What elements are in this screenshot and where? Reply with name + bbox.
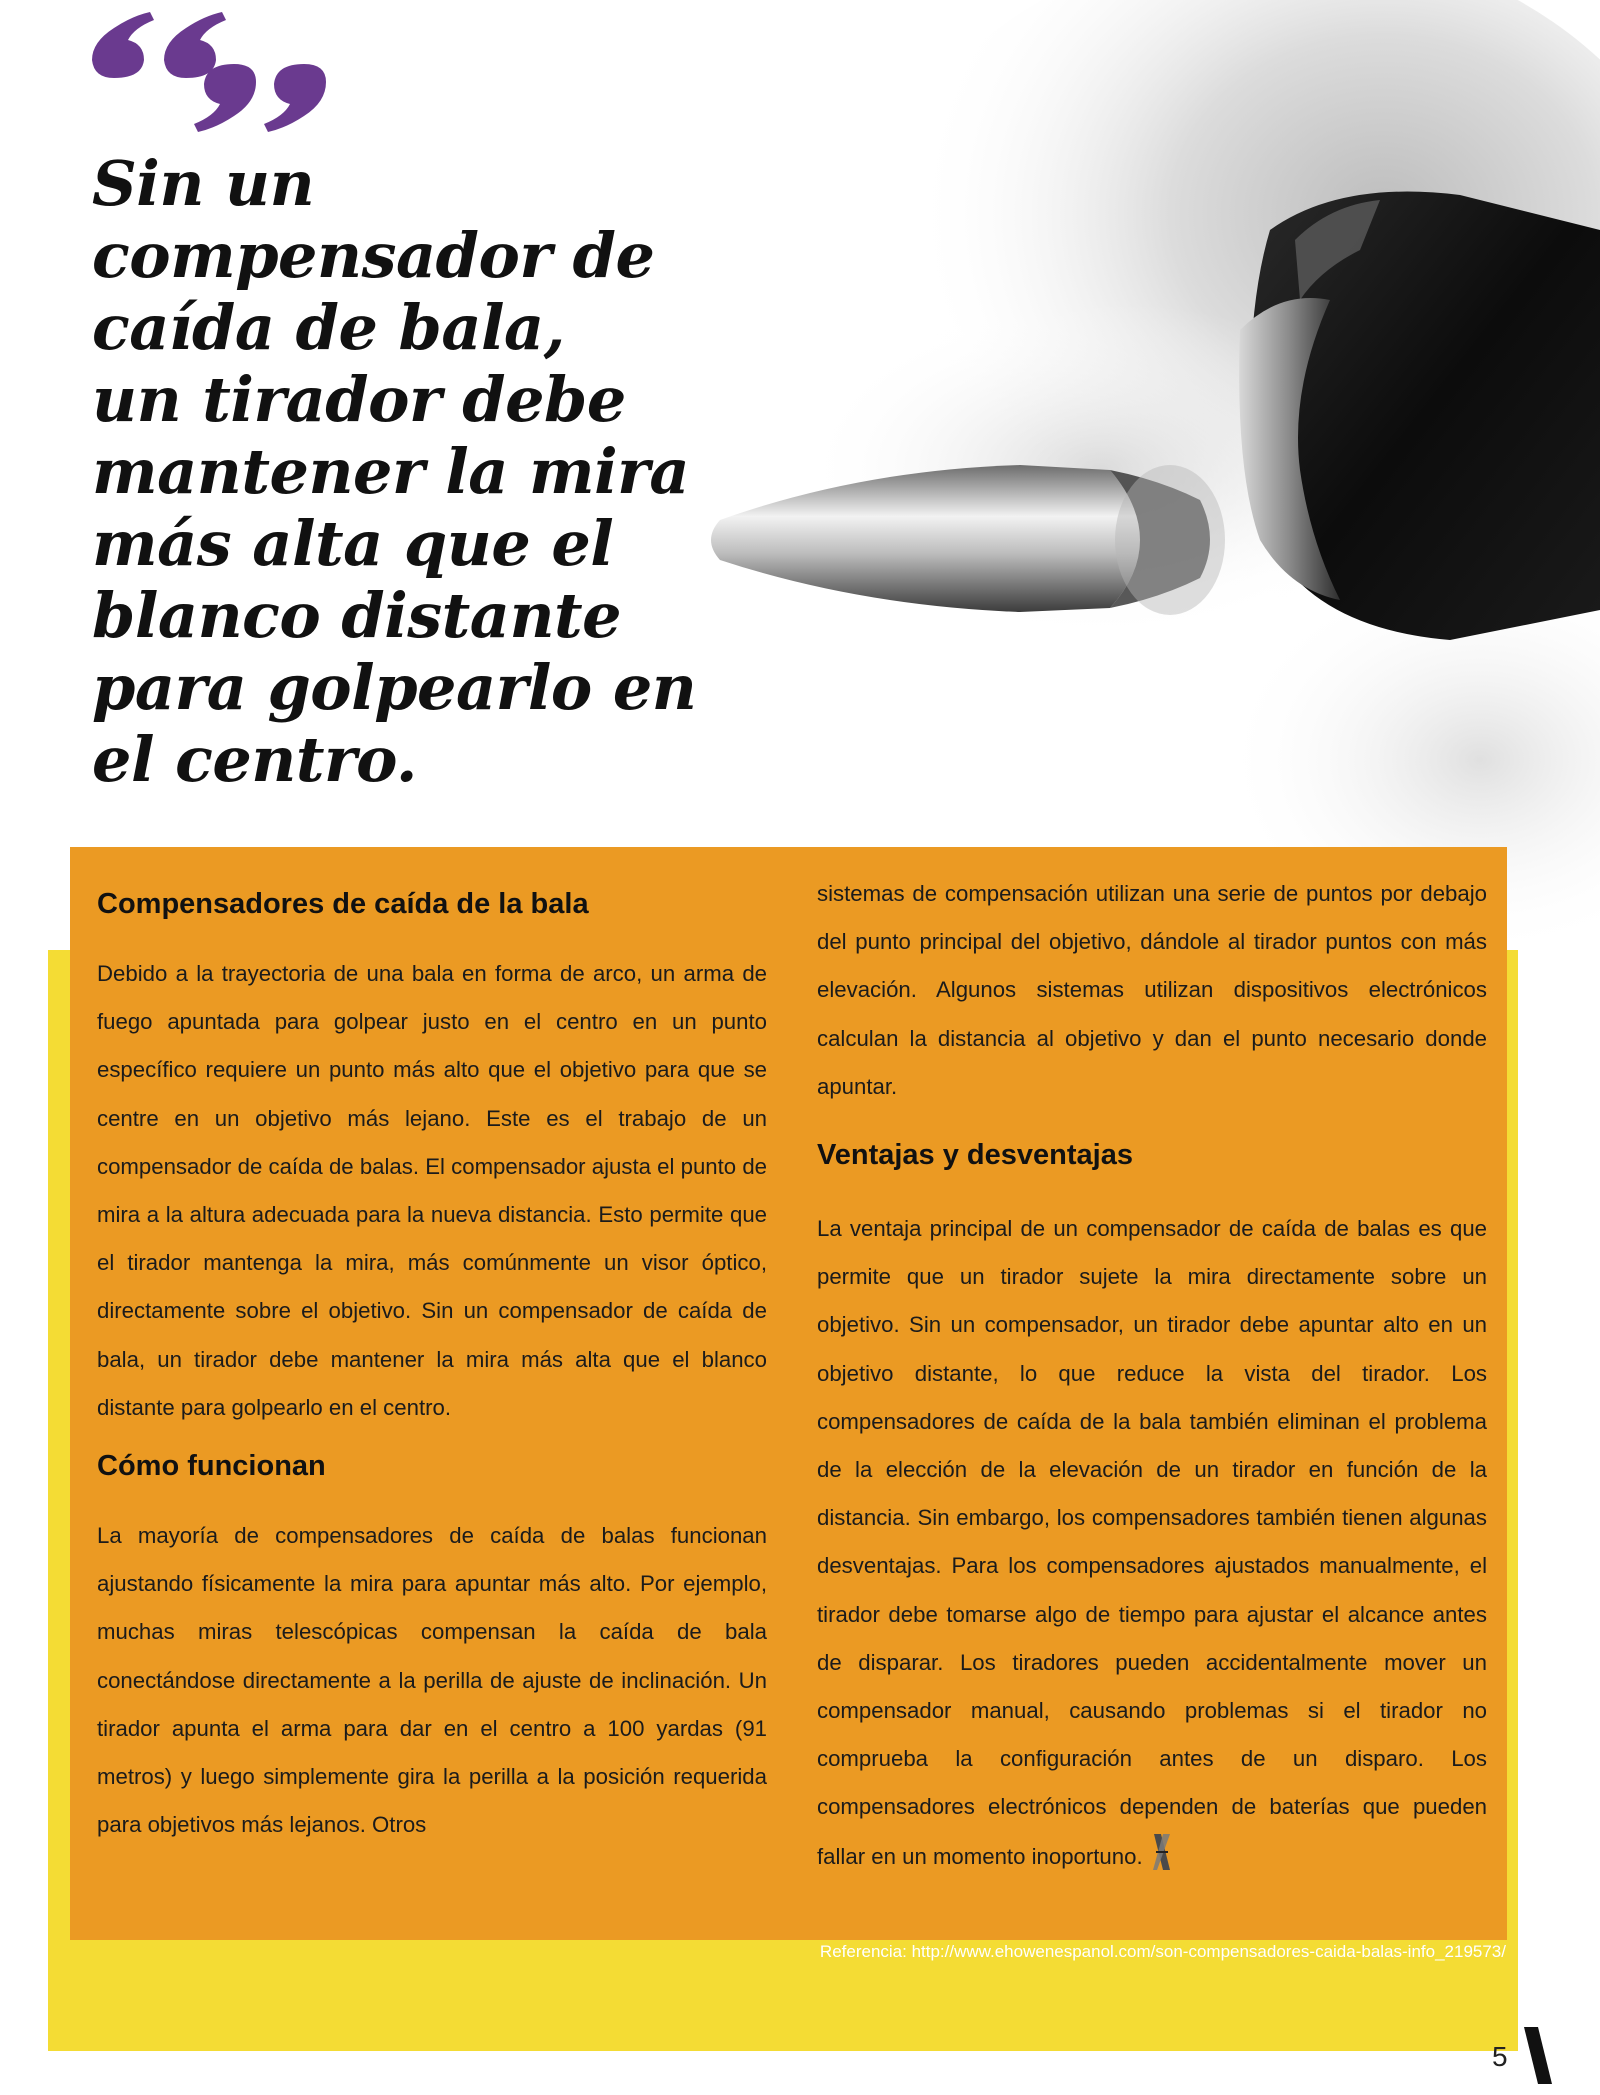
quote-marks-icon — [84, 0, 334, 148]
end-of-article-icon — [1151, 1832, 1173, 1872]
page-tab-icon — [1524, 2027, 1552, 2084]
pull-quote: Sin un compensador de caída de bala, un tirador debe mantener la mira más alta que el blanco distante para golpearlo en el centro. — [92, 147, 697, 796]
section-heading-como-funcionan: Cómo funcionan — [97, 1450, 326, 1483]
section-body-como-funcionan-part2: sistemas de compensación utilizan una serie de puntos por debajo del punto principal del objetivo, dándole al tirador puntos con más elevación. Algunos sistemas utilizan dispositivos electrónicos calculan la distancia al objetivo y dan el punto necesario donde apuntar. — [817, 881, 1487, 1099]
section-heading-compensadores: Compensadores de caída de la bala — [97, 888, 589, 920]
section-body-ventajas — [817, 1205, 1487, 1881]
section-body-ventajas-text: La ventaja principal de un compensador de caída de balas es que permite que un tirador sujete la mira directamente sobre un objetivo. Sin un compensador, un tirador debe apuntar alto en un objetivo distante, lo que reduce la vista del tirador. Los compensadores de caída de la bala también eliminan el problema de la elección de la elevación de un tirador en función de la distancia. Sin embargo, los compensadores también tienen algunas desventajas. Para los compensadores ajustados manualmente, el tirador debe tomarse algo de tiempo para ajustar el alcance antes de disparar. Los tiradores pueden accidentalmente mover un compensador manual, causando problemas si el tirador no comprueba la configuración antes de un disparo. Los compensadores electrónicos dependen de baterías que pueden fallar en un momento inoportuno. — [817, 1216, 1487, 1869]
section-body-compensadores: Debido a la trayectoria de una bala en forma de arco, un arma de fuego apuntada para golpear justo en el centro en un punto específico requiere un punto más alto que el objetivo para que se centre en un objetivo más lejano. Este es el trabajo de un compensador de caída de balas. El compensador ajusta el punto de mira a la altura adecuada para la nueva distancia. Esto permite que el tirador mantenga la mira, más comúnmente un visor óptico, directamente sobre el objetivo. Sin un compensador de caída de bala, un tirador debe mantener la mira más alta que el blanco distante para golpearlo en el centro. — [97, 961, 767, 1420]
reference-link[interactable]: Referencia: http://www.ehowenespanol.com/son-compensadores-caida-balas-info_219573/ — [819, 1942, 1506, 1961]
article-column-right — [817, 870, 1487, 1881]
article-column-left — [97, 884, 767, 1849]
page-number: 5 — [1492, 2041, 1508, 2072]
section-body-como-funcionan-part1: La mayoría de compensadores de caída de balas funcionan ajustando físicamente la mira para apuntar más alto. Por ejemplo, muchas miras telescópicas compensan la caída de bala conectándose directamente a la perilla de ajuste de inclinación. Un tirador apunta el arma para dar en el centro a 100 yardas (91 metros) y luego simplemente gira la perilla a la posición requerida para objetivos más lejanos. Otros — [97, 1523, 767, 1838]
section-heading-ventajas: Ventajas y desventajas — [817, 1139, 1133, 1172]
